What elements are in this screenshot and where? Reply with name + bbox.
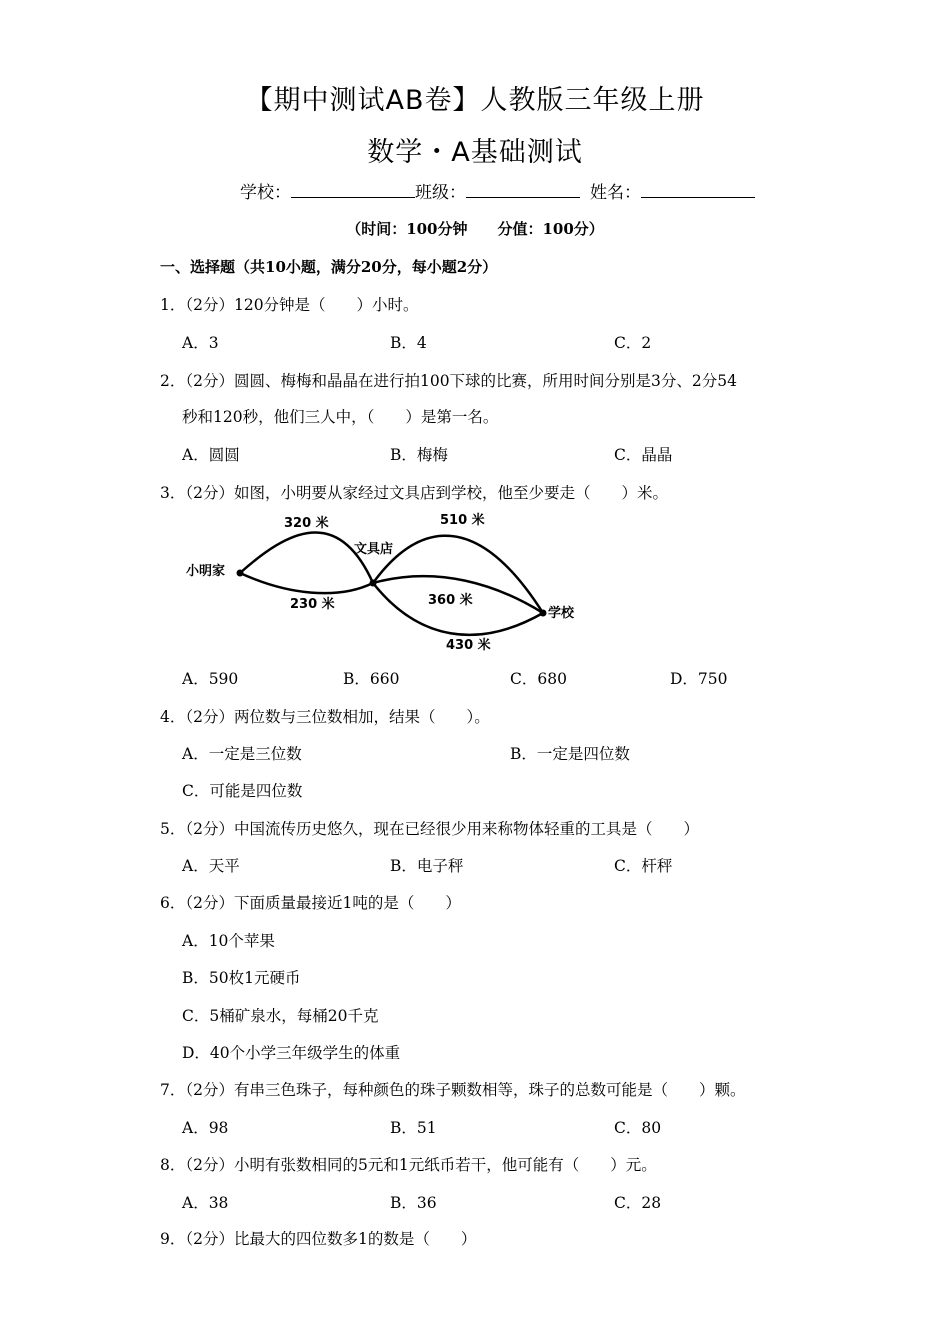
exam-subtitle: 数学・A基础测试: [367, 137, 583, 168]
q7-option-a: A．98: [182, 1119, 229, 1137]
question-6: 6．（2分）下面质量最接近1吨的是（ ）: [160, 894, 461, 912]
route-upper-left: [240, 532, 373, 583]
q5-option-a: A．天平: [182, 857, 240, 875]
q6-option-a: A．10个苹果: [182, 932, 275, 950]
q7-option-c: C．80: [614, 1119, 662, 1137]
question-7: 7．（2分）有串三色珠子，每种颜色的珠子颗数相等，珠子的总数可能是（ ）颗。: [160, 1081, 746, 1099]
question-1: 1．（2分）120分钟是（ ）小时。: [160, 296, 419, 314]
q3-option-a: A．590: [182, 670, 239, 688]
question-5: 5．（2分）中国流传历史悠久，现在已经很少用来称物体轻重的工具是（ ）: [160, 820, 699, 838]
q8-option-c: C．28: [614, 1194, 662, 1212]
store-label: 文具店: [354, 542, 394, 557]
q1-option-b: B．4: [390, 334, 427, 352]
q4-option-c: C．可能是四位数: [182, 782, 303, 800]
q3-option-d: D．750: [670, 670, 728, 688]
q8-option-a: A．38: [182, 1194, 229, 1212]
q4-option-a: A．一定是三位数: [182, 745, 302, 763]
q1-option-c: C．2: [614, 334, 652, 352]
question-2: 2．（2分）圆圆、梅梅和晶晶在进行拍100下球的比赛，所用时间分别是3分、2分54: [160, 372, 738, 390]
exam-title: 【期中测试AB卷】人教版三年级上册: [245, 85, 705, 116]
q2-option-b: B．梅梅: [390, 446, 448, 464]
q2-option-a: A．圆圆: [182, 446, 240, 464]
route-lower-left: [240, 573, 373, 593]
q3-option-c: C．680: [510, 670, 567, 688]
q6-option-c: C．5桶矿泉水，每桶20千克: [182, 1007, 379, 1025]
name-label: 姓名：: [590, 183, 641, 203]
section-heading: 一、选择题（共10小题，满分20分，每小题2分）: [160, 258, 498, 276]
q6-option-b: B．50枚1元硬币: [182, 969, 301, 987]
route-510-label: 510 米: [440, 513, 485, 528]
q3-option-b: B．660: [343, 670, 400, 688]
route-diagram: [178, 505, 598, 655]
home-point: [237, 570, 244, 577]
question-2-cont: 秒和120秒，他们三人中，（ ）是第一名。: [182, 408, 499, 426]
q5-option-b: B．电子秤: [390, 857, 464, 875]
name-blank: [641, 181, 755, 198]
route-230-label: 230 米: [290, 597, 335, 612]
store-point: [370, 580, 377, 587]
school-point: [540, 610, 547, 617]
time-score-line: （时间：100分钟 分值：100分）: [346, 220, 604, 238]
question-4: 4．（2分）两位数与三位数相加，结果（ ）。: [160, 708, 490, 726]
q4-option-b: B．一定是四位数: [510, 745, 630, 763]
route-360-label: 360 米: [428, 593, 473, 608]
q5-option-c: C．杆秤: [614, 857, 673, 875]
school-label-diagram: 学校: [548, 606, 575, 621]
class-blank: [466, 181, 580, 198]
student-info-row: [240, 178, 755, 203]
question-9: 9．（2分）比最大的四位数多1的数是（ ）: [160, 1230, 477, 1248]
question-8: 8．（2分）小明有张数相同的5元和1元纸币若干，他可能有（ ）元。: [160, 1156, 657, 1174]
q1-option-a: A．3: [182, 334, 219, 352]
home-label: 小明家: [186, 564, 226, 579]
q8-option-b: B．36: [390, 1194, 437, 1212]
route-lower-right: [373, 583, 543, 635]
q2-option-c: C．晶晶: [614, 446, 673, 464]
school-label: 学校：: [240, 183, 291, 203]
question-3: 3．（2分）如图，小明要从家经过文具店到学校，他至少要走（ ）米。: [160, 484, 668, 502]
school-blank: [291, 181, 415, 198]
route-320-label: 320 米: [284, 516, 329, 531]
class-label: 班级：: [415, 183, 466, 203]
q6-option-d: D．40个小学三年级学生的体重: [182, 1044, 401, 1062]
q7-option-b: B．51: [390, 1119, 437, 1137]
route-430-label: 430 米: [446, 638, 491, 653]
